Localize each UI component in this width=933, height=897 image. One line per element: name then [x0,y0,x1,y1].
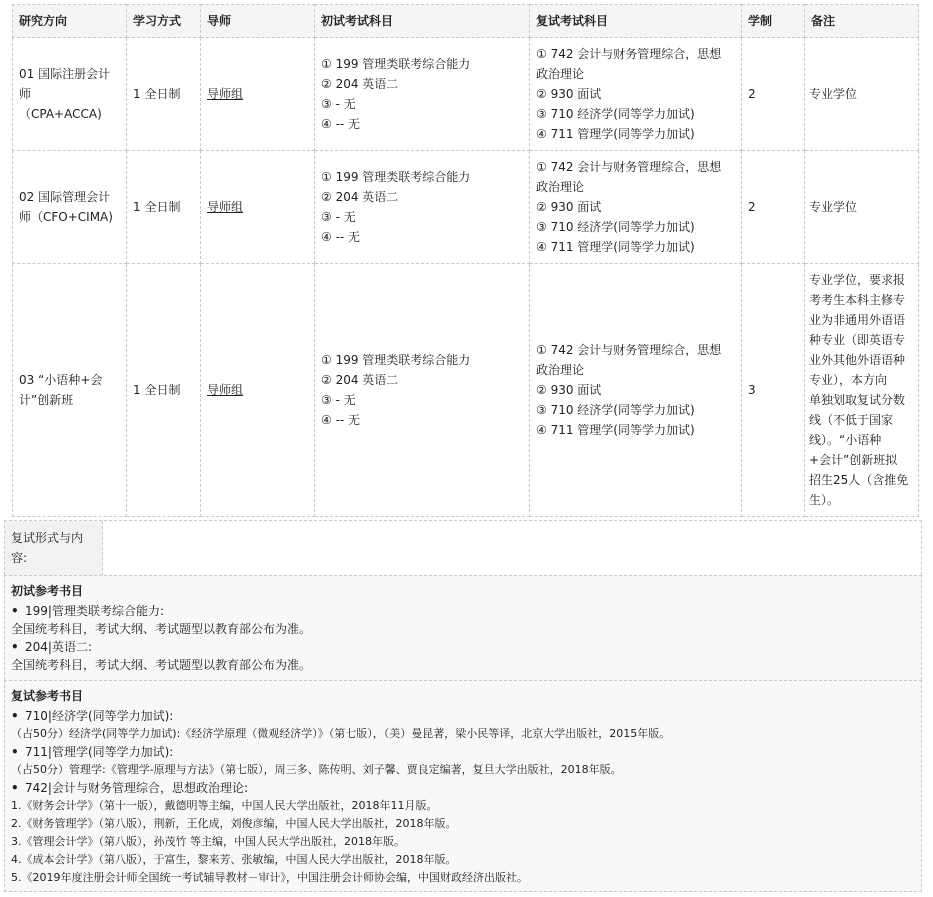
ref-book: 2.《财务管理学》（第八版），荆新，王化成，刘俊彦编，中国人民大学出版社，2018年版。 [11,817,457,830]
retest-references-section [4,680,922,892]
initial-references-section [4,575,922,680]
cell-direction: 02 国际管理会计 师（CFO+CIMA) [13,151,127,264]
bullet: • [11,781,19,795]
cell-retest-exam: ① 742 会计与财务管理综合，思想 政治理论 ② 930 面试 ③ 710 经济学(同等学力加试) ④ 711 管理学(同等学力加试) [530,264,742,517]
bullet: • [11,604,19,618]
cell-note: 专业学位 [805,38,919,151]
cell-years: 3 [742,264,805,517]
cell-years: 2 [742,151,805,264]
header-tutor: 导师 [201,5,315,38]
tutor-link[interactable]: 导师组 [207,200,244,214]
cell-initial-exam: ① 199 管理类联考综合能力 ② 204 英语二 ③ - 无 ④ -- 无 [315,264,530,517]
cell-tutor [201,38,315,151]
header-years: 学制 [742,5,805,38]
header-initial-exam: 初试考试科目 [315,5,530,38]
initial-references-title: 初试参考书目 [11,584,84,598]
tutor-link[interactable]: 导师组 [207,87,244,101]
cell-mode: 1 全日制 [127,38,201,151]
table-row [13,264,919,517]
cell-direction: 01 国际注册会计 师 （CPA+ACCA) [13,38,127,151]
cell-note: 专业学位，要求报 考考生本科主修专 业为非通用外语语 种专业（即英语专 业外其他外语语种 专业），本方向 单独划取复试分数 线（不低于国家 线）。“小语种 +会计”创新班拟 招生25人（含推免 生）。 [805,264,919,517]
cell-tutor [201,264,315,517]
header-retest-exam: 复试考试科目 [530,5,742,38]
ref-description: （占50分）管理学:《管理学-原理与方法》（第七版），周三多、陈传明、刘子馨、贾良定编著，复旦大学出版社，2018年版。 [11,763,622,776]
list-item [11,638,915,656]
header-note: 备注 [805,5,919,38]
cell-direction: 03 “小语种+会 计”创新班 [13,264,127,517]
list-item [11,602,915,620]
bullet: • [11,640,19,654]
table-row [13,151,919,264]
cell-retest-exam: ① 742 会计与财务管理综合，思想 政治理论 ② 930 面试 ③ 710 经济学(同等学力加试) ④ 711 管理学(同等学力加试) [530,151,742,264]
retest-form-label: 复试形式与内 容: [5,521,103,576]
ref-subject: 711|管理学(同等学力加试): [25,745,174,759]
retest-form-section [4,520,922,575]
ref-description: （占50分）经济学(同等学力加试):《经济学原理（微观经济学）》（第七版），（美）曼昆著，梁小民等译，北京大学出版社，2015年版。 [11,727,671,740]
header-mode: 学习方式 [127,5,201,38]
ref-book: 4.《成本会计学》（第八版），于富生，黎来芳、张敏编，中国人民大学出版社，2018年版。 [11,853,457,866]
ref-subject: 710|经济学(同等学力加试): [25,709,174,723]
header-direction: 研究方向 [13,5,127,38]
cell-years: 2 [742,38,805,151]
bullet: • [11,709,19,723]
bullet: • [11,745,19,759]
ref-book: 5.《2019年度注册会计师全国统一考试辅导教材－审计》，中国注册会计师协会编，中国财政经济出版社。 [11,871,528,884]
ref-description: 全国统考科目，考试大纲、考试题型以教育部公布为准。 [11,658,312,672]
ref-book: 1.《财务会计学》（第十一版），戴德明等主编，中国人民大学出版社，2018年11月版。 [11,799,438,812]
ref-book: 3.《管理会计学》（第八版），孙茂竹 等主编，中国人民大学出版社，2018年版。 [11,835,405,848]
table-row [13,38,919,151]
tutor-link[interactable]: 导师组 [207,383,244,397]
cell-mode: 1 全日制 [127,264,201,517]
list-item [11,743,915,761]
ref-subject: 204|英语二: [25,640,92,654]
retest-references-title: 复试参考书目 [11,689,84,703]
cell-initial-exam: ① 199 管理类联考综合能力 ② 204 英语二 ③ - 无 ④ -- 无 [315,38,530,151]
table-header-row [13,5,919,38]
list-item [11,779,915,797]
cell-initial-exam: ① 199 管理类联考综合能力 ② 204 英语二 ③ - 无 ④ -- 无 [315,151,530,264]
ref-subject: 742|会计与财务管理综合，思想政治理论: [25,781,248,795]
cell-tutor [201,151,315,264]
ref-description: 全国统考科目，考试大纲、考试题型以教育部公布为准。 [11,622,312,636]
list-item [11,707,915,725]
ref-subject: 199|管理类联考综合能力: [25,604,164,618]
cell-mode: 1 全日制 [127,151,201,264]
cell-retest-exam: ① 742 会计与财务管理综合，思想 政治理论 ② 930 面试 ③ 710 经济学(同等学力加试) ④ 711 管理学(同等学力加试) [530,38,742,151]
cell-note: 专业学位 [805,151,919,264]
admission-table [12,4,919,517]
